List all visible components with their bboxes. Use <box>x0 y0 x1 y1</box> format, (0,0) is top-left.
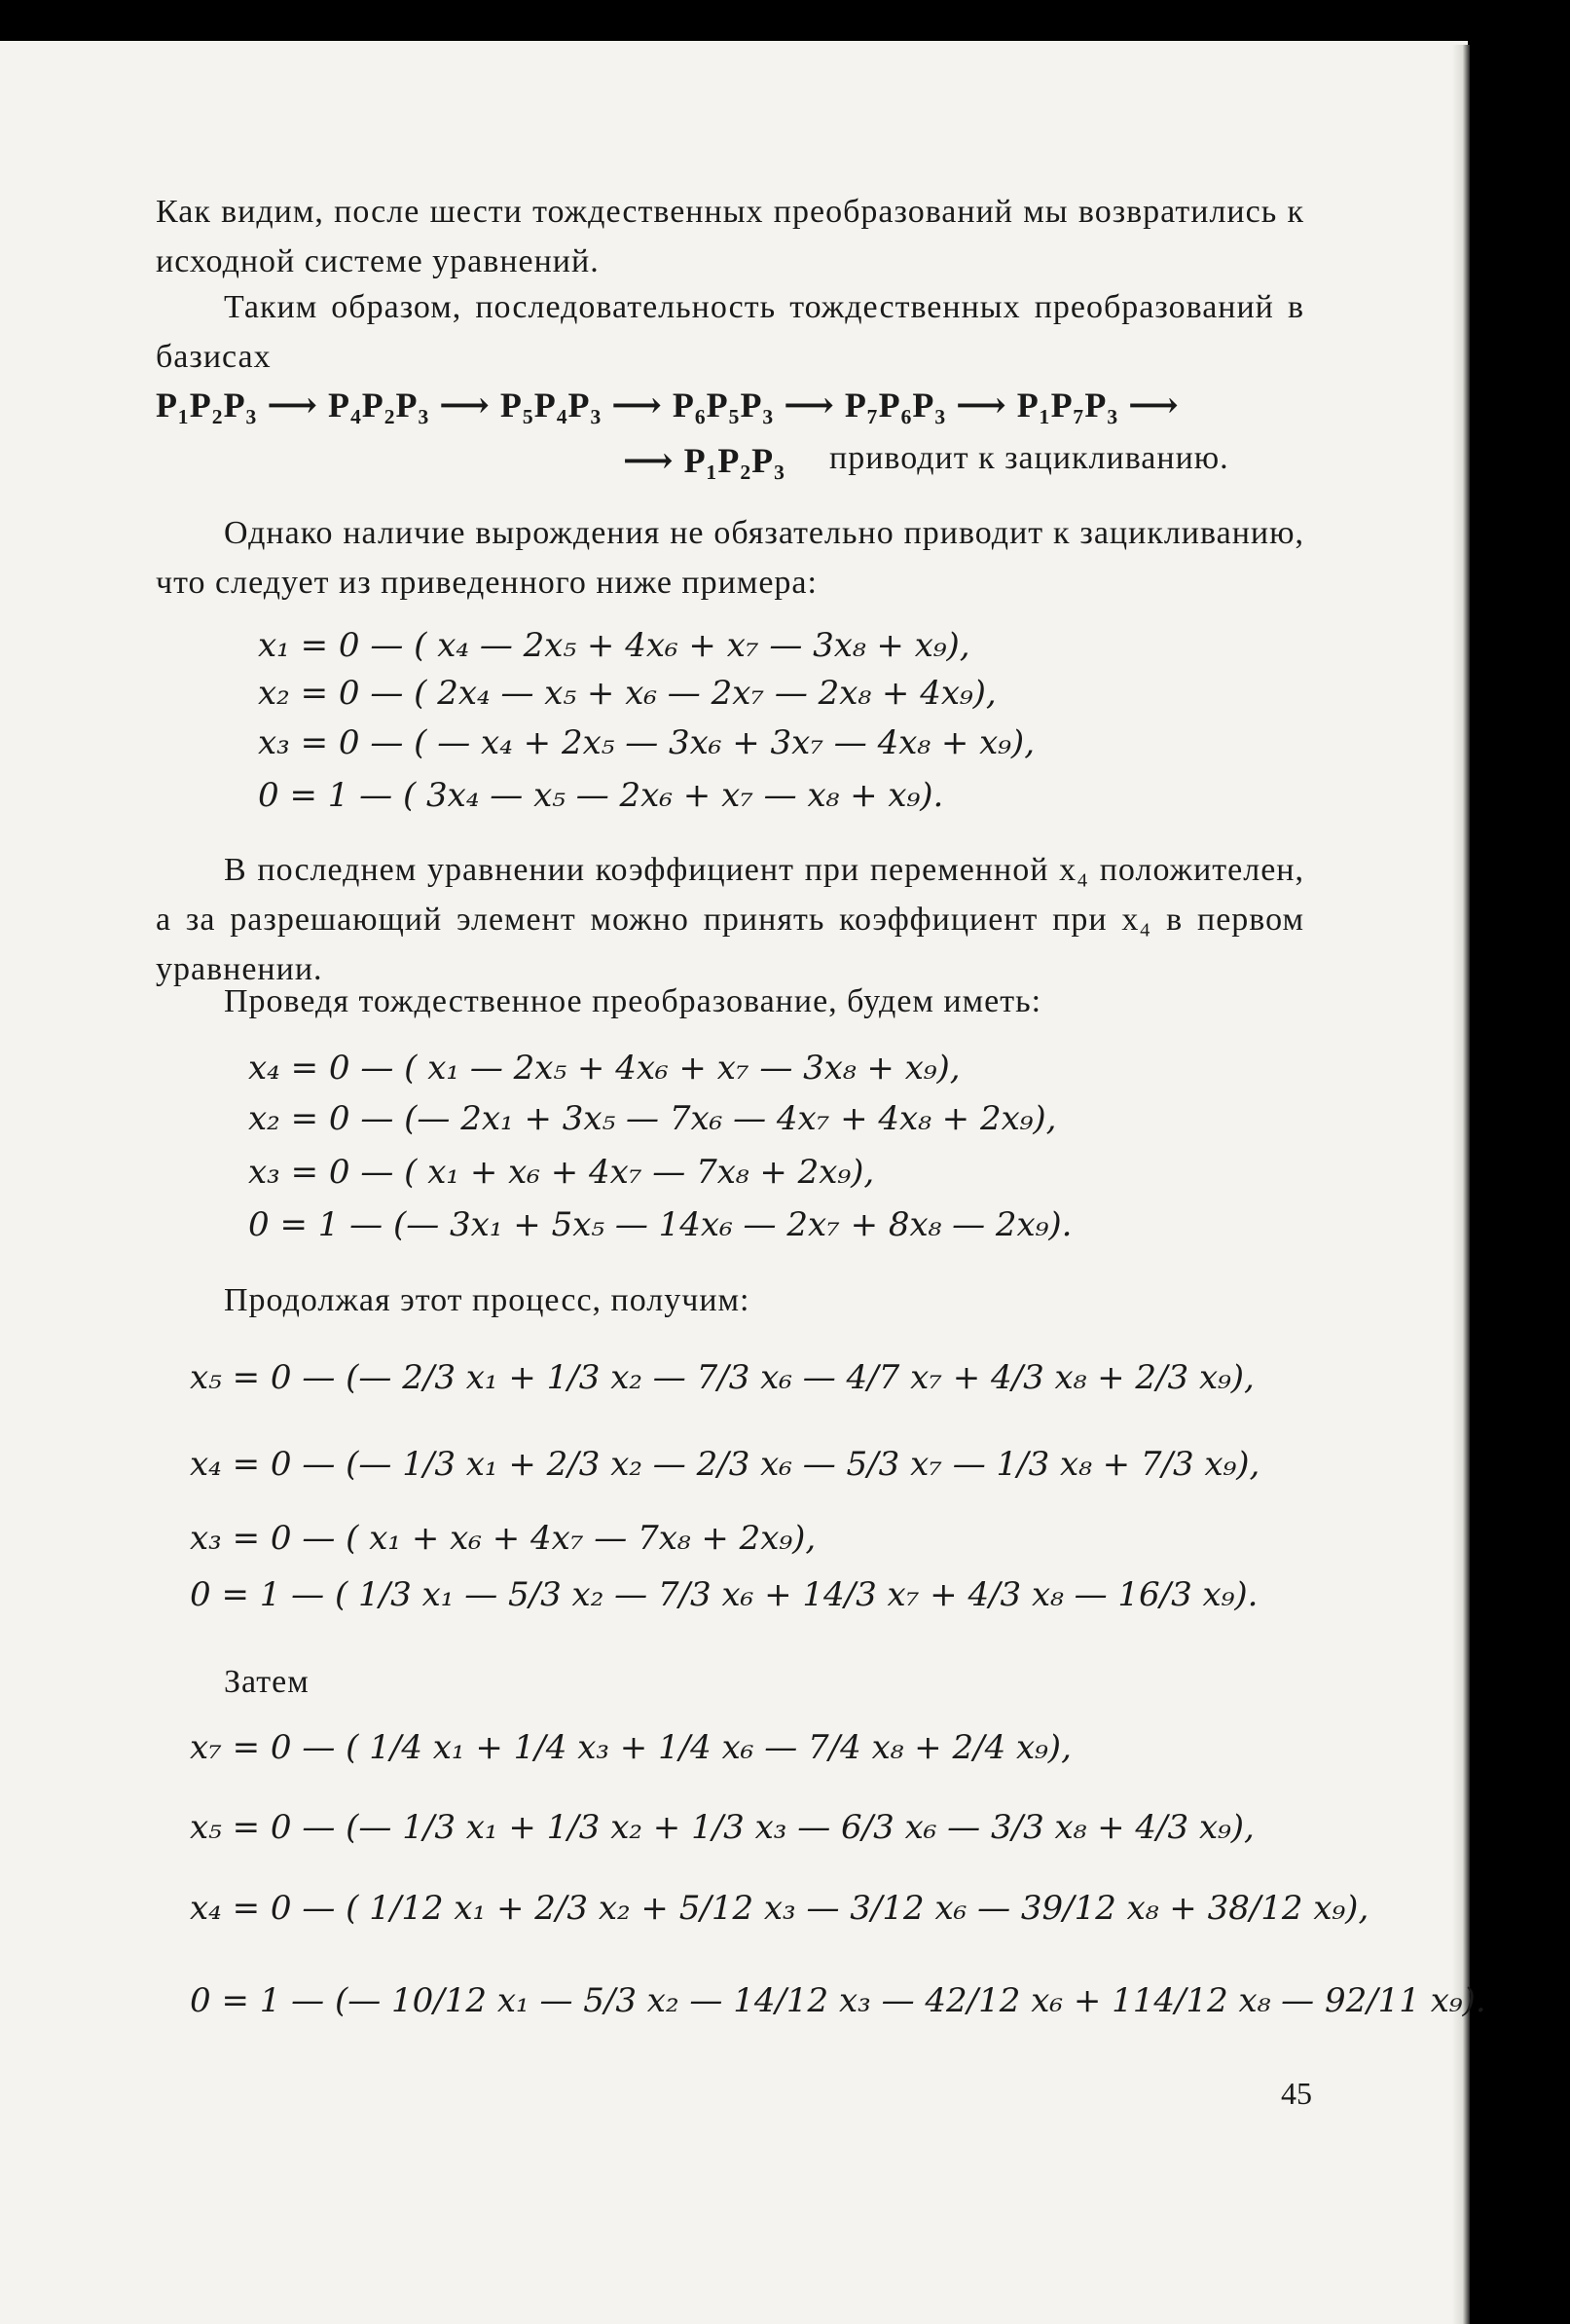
page-number: 45 <box>1281 2076 1312 2111</box>
system3-eq4: 0 = 1 — ( 1/3 x₁ — 5/3 x₂ — 7/3 x₆ + 14/3 x₇ + 4/3 x₈ — 16/3 x₉). <box>190 1575 1259 1614</box>
system2-eq4: 0 = 1 — (— 3x₁ + 5x₅ — 14x₆ — 2x₇ + 8x₈ — 2x₉). <box>248 1205 1073 1244</box>
system4-eq2: x₅ = 0 — (— 1/3 x₁ + 1/3 x₂ + 1/3 x₃ — 6/3 x₆ — 3/3 x₈ + 4/3 x₉), <box>190 1808 1255 1847</box>
system3-eq2: x₄ = 0 — (— 1/3 x₁ + 2/3 x₂ — 2/3 x₆ — 5/3 x₇ — 1/3 x₈ + 7/3 x₉), <box>190 1445 1260 1484</box>
system2-eq2: x₂ = 0 — (— 2x₁ + 3x₅ — 7x₆ — 4x₇ + 4x₈ + 2x₉), <box>248 1099 1057 1138</box>
system4-eq3: x₄ = 0 — ( 1/12 x₁ + 2/3 x₂ + 5/12 x₃ — 3/12 x₆ — 39/12 x₈ + 38/12 x₉), <box>190 1889 1369 1928</box>
system1-eq1: x₁ = 0 — ( x₄ — 2x₅ + 4x₆ + x₇ — 3x₈ + x₉), <box>258 626 970 665</box>
paragraph-5: Проведя тождественное преобразование, будем иметь: <box>224 983 1042 1019</box>
paragraph-6: Продолжая этот процесс, получим: <box>224 1282 750 1318</box>
system1-eq3: x₃ = 0 — ( — x₄ + 2x₅ — 3x₆ + 3x₇ — 4x₈ + x₉), <box>258 723 1036 762</box>
paragraph-7: Затем <box>224 1664 310 1700</box>
basis-sequence-line-2: ⟶ P₁P₂P₃ <box>623 441 785 480</box>
system1-eq4: 0 = 1 — ( 3x₄ — x₅ — 2x₆ + x₇ — x₈ + x₉). <box>258 776 944 815</box>
system2-eq3: x₃ = 0 — ( x₁ + x₆ + 4x₇ — 7x₈ + 2x₉), <box>248 1153 875 1192</box>
system3-eq1: x₅ = 0 — (— 2/3 x₁ + 1/3 x₂ — 7/3 x₆ — 4/7 x₇ + 4/3 x₈ + 2/3 x₉), <box>190 1358 1255 1397</box>
basis-sequence-line-1: P₁P₂P₃ ⟶ P₄P₂P₃ ⟶ P₅P₄P₃ ⟶ P₆P₅P₃ ⟶ P₇P₆P₃ ⟶ P₁P₇P₃ ⟶ <box>156 386 1180 424</box>
system4-eq4: 0 = 1 — (— 10/12 x₁ — 5/3 x₂ — 14/12 x₃ — 42/12 x₆ + 114/12 x₈ — 92/11 x₉). <box>190 1981 1486 2020</box>
system1-eq2: x₂ = 0 — ( 2x₄ — x₅ + x₆ — 2x₇ — 2x₈ + 4x₉), <box>258 674 997 713</box>
system3-eq3: x₃ = 0 — ( x₁ + x₆ + 4x₇ — 7x₈ + 2x₉), <box>190 1519 817 1558</box>
paragraph-3: Однако наличие вырождения не обязательно приводит к зацикливанию, что следует из приведенного ниже примера: <box>156 515 1304 601</box>
system4-eq1: x₇ = 0 — ( 1/4 x₁ + 1/4 x₃ + 1/4 x₆ — 7/4 x₈ + 2/4 x₉), <box>190 1728 1072 1767</box>
system2-eq1: x₄ = 0 — ( x₁ — 2x₅ + 4x₆ + x₇ — 3x₈ + x₉), <box>248 1049 961 1088</box>
basis-sequence-suffix: приводит к зацикливанию. <box>829 440 1229 476</box>
paragraph-4: В последнем уравнении коэффициент при переменной x₄ положителен, а за разрешающий элемент можно принять коэффициент при x₄ в первом уравнении. <box>156 852 1304 987</box>
paragraph-1: Как видим, после шести тождественных преобразований мы возвратились к исходной системе уравнений. <box>156 194 1304 279</box>
paragraph-2: Таким образом, последовательность тождественных преобразований в базисах <box>156 289 1304 375</box>
